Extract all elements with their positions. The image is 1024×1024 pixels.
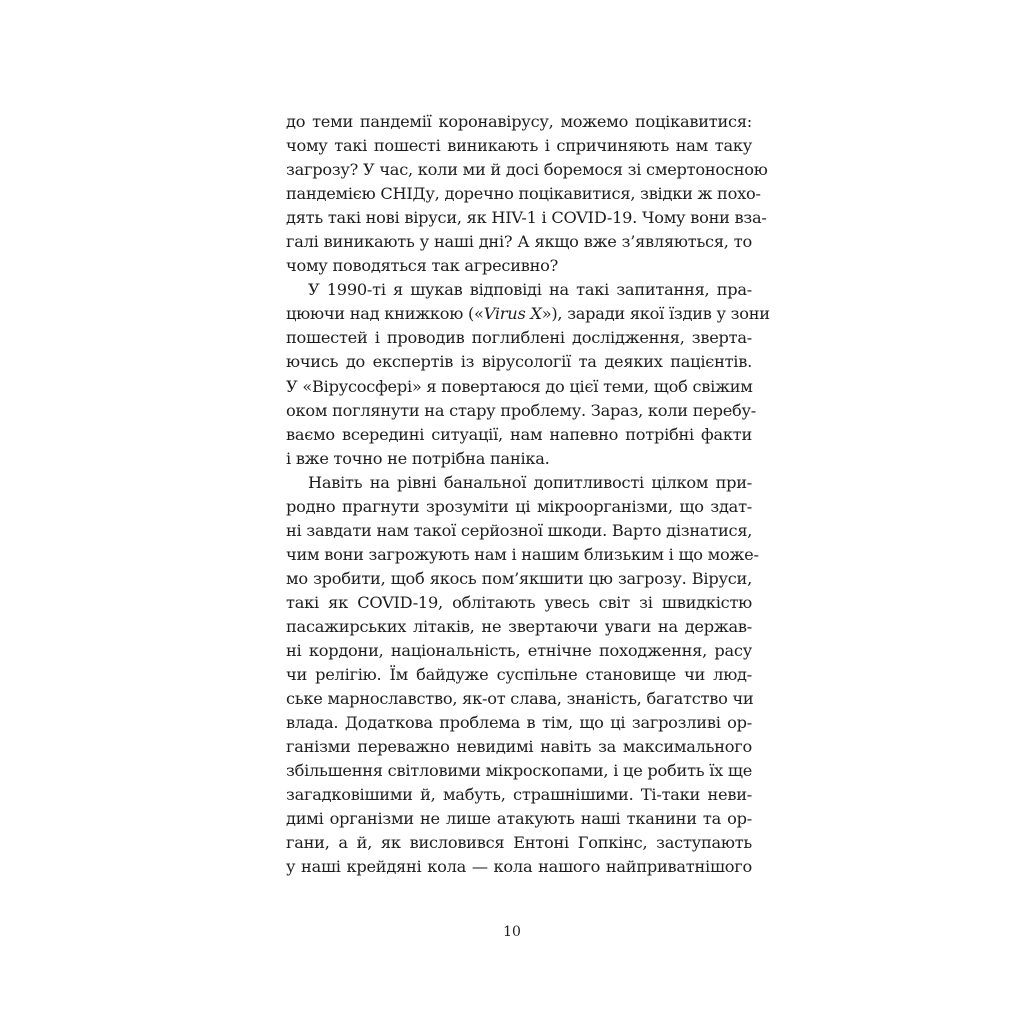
text-line: збільшення світловими мікроскопами, і це робить їх ще: [286, 761, 753, 781]
text-line: пошестей і проводив поглиблені дослідження, зверта-: [286, 328, 752, 348]
text-line: Навіть на рівні банальної допитливості цілком при-: [308, 472, 752, 492]
text-line: ське марнославство, як-от слава, знаність, багатство чи: [286, 689, 754, 709]
text-line: ваємо всередині ситуації, нам напевно потрібні факти: [286, 424, 752, 444]
text-line: У «Вірусосфері» я повертаюся до цієї теми, щоб свіжим: [286, 376, 753, 396]
text-line: родно прагнути зрозуміти ці мікроорганізми, що здат-: [286, 496, 752, 516]
text-line: загадковішими й, мабуть, страшнішими. Ті-таки неви-: [286, 785, 752, 805]
text-line: чи релігію. Їм байдуже суспільне становище чи люд-: [286, 665, 752, 685]
text-line: галі виникають у наші дні? А якщо вже з’являються, то: [286, 232, 752, 252]
text-fragment: »), заради якої їздив у зони: [541, 304, 770, 324]
text-line: пандемією СНІДу, доречно поцікавитися, звідки ж похо-: [286, 184, 761, 204]
paragraph-2: [286, 278, 770, 470]
text-line: оком поглянути на стару проблему. Зараз, коли перебу-: [286, 400, 757, 420]
book-title-virus-x: Virus X: [483, 304, 542, 324]
text-line: ганізми переважно невидимі навіть за максимального: [286, 737, 752, 757]
text-line: пасажирських літаків, не звертаючи уваги на держав-: [286, 616, 752, 636]
text-line: загрозу? У час, коли ми й досі боремося зі смертоносною: [286, 160, 768, 180]
text-line: ючись до експертів із вірусології та деяких пацієнтів.: [286, 352, 752, 372]
text-line: до теми пандемії коронавірусу, можемо поцікавитися:: [286, 112, 752, 131]
paragraph-3: [286, 471, 759, 880]
body-text: [286, 110, 770, 880]
paragraph-1: [286, 110, 768, 278]
text-line: такі як COVID-19, облітають увесь світ зі швидкістю: [286, 592, 752, 612]
text-line: у наші крейдяні кола — кола нашого найприватнішого: [286, 857, 752, 877]
text-line: гани, а й, як висловився Ентоні Гопкінс, заступають: [286, 833, 752, 853]
text-line: влада. Додаткова проблема в тім, що ці загрозливі ор-: [286, 713, 752, 733]
text-fragment: цюючи над книжкою («: [286, 304, 484, 324]
text-line-with-book-title: [286, 302, 770, 326]
text-line: чому такі пошесті виникають і спричиняють нам таку: [286, 136, 752, 156]
page-number: 10: [503, 924, 521, 940]
text-line: ні завдати нам такої серйозної шкоди. Варто дізнатися,: [286, 520, 753, 540]
text-line: У 1990-ті я шукав відповіді на такі запитання, пра-: [308, 280, 752, 300]
text-line: чому поводяться так агресивно?: [286, 256, 559, 276]
text-line: димі організми не лише атакують наші тканини та ор-: [286, 809, 752, 829]
text-line: мо зробити, щоб якось пом’якшити цю загрозу. Віруси,: [286, 568, 752, 588]
text-line: дять такі нові віруси, як HIV-1 і COVID-19. Чому вони вза-: [286, 208, 767, 228]
text-line: ні кордони, національність, етнічне походження, расу: [286, 641, 752, 661]
text-line: і вже точно не потрібна паніка.: [286, 448, 550, 468]
text-line: чим вони загрожують нам і нашим близьким і що може-: [286, 544, 759, 564]
